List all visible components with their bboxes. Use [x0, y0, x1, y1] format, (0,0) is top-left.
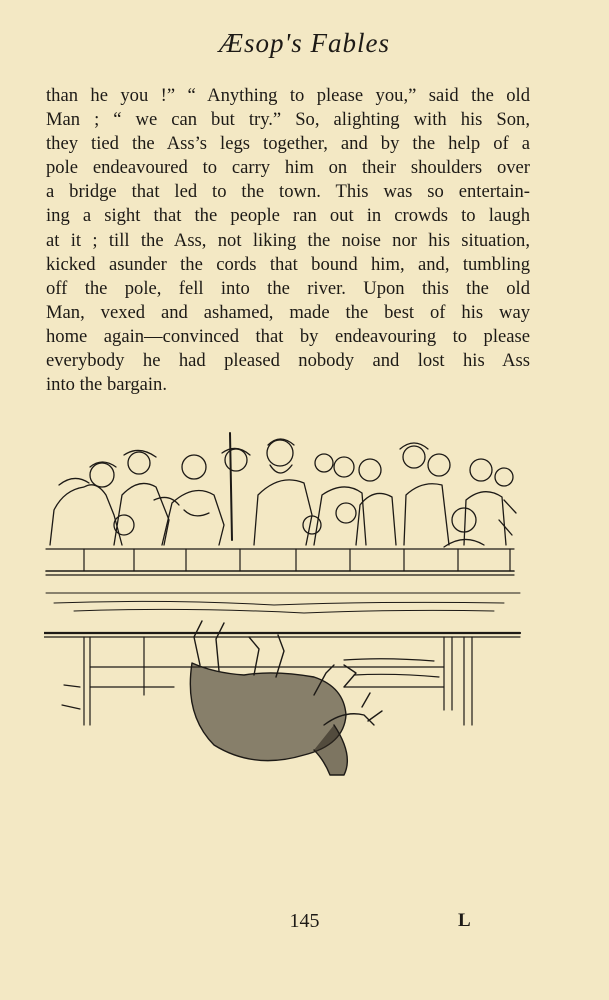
text-line: off the pole, fell into the river. Upon this the old: [46, 277, 530, 299]
text-line: Man, vexed and ashamed, made the best of his way: [46, 301, 530, 323]
text-line: a bridge that led to the town. This was so entertain-: [46, 181, 530, 203]
text-line: Man ; “ we can but try.” So, alighting with his Son,: [46, 109, 530, 131]
woodcut-illustration: [44, 425, 522, 785]
text-line: than he you !” “ Anything to please you,” said the old: [46, 85, 530, 106]
text-line: at it ; till the Ass, not liking the noise nor his situation,: [46, 229, 530, 251]
bridge-deck: [44, 593, 520, 637]
text-line: everybody he had pleased nobody and lost his Ass: [46, 350, 530, 372]
text-line: home again—convinced that by endeavouring to please: [46, 325, 530, 347]
text-line: kicked asunder the cords that bound him, and, tumbling: [46, 253, 530, 275]
running-title: Æsop's Fables: [218, 28, 391, 58]
bridge-parapet: [46, 549, 514, 575]
text-line: they tied the Ass’s legs together, and by the help of a: [46, 133, 530, 155]
falling-ass: [190, 621, 382, 775]
text-line: into the bargain.: [46, 374, 168, 396]
signature-mark: L: [458, 910, 471, 931]
page-number: 145: [289, 910, 320, 932]
fable-text: [46, 84, 530, 397]
crowd-figures: [50, 433, 516, 547]
text-line: ing a sight that the people ran out in crowds to laugh: [46, 205, 530, 227]
text-line: pole endeavoured to carry him on their shoulders over: [46, 157, 530, 179]
